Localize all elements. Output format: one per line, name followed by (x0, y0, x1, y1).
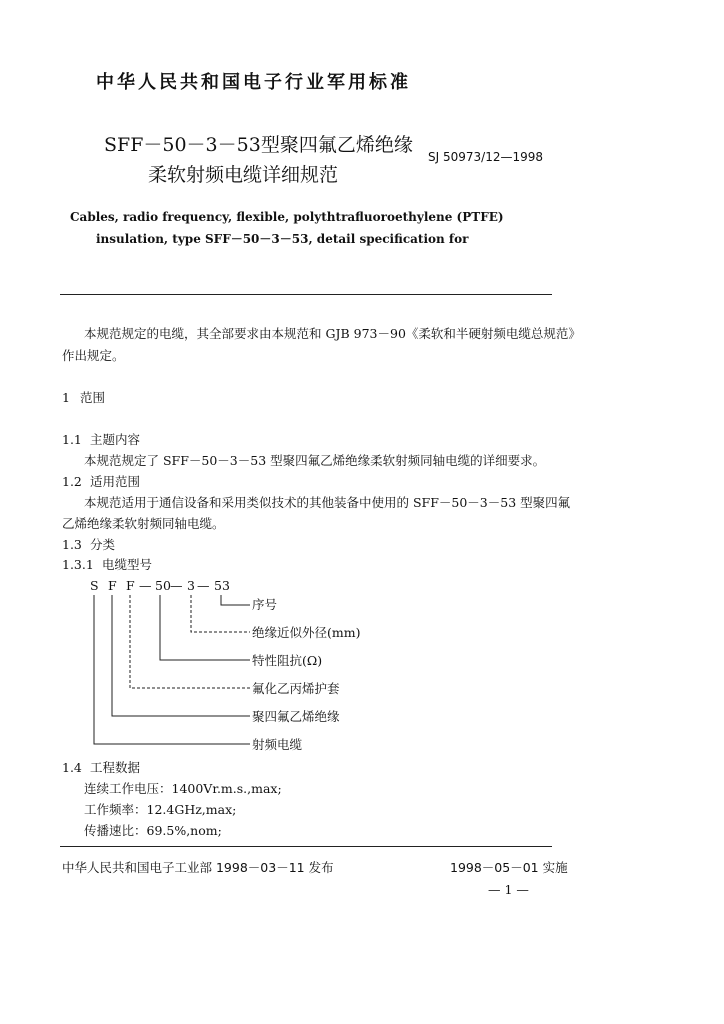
section-1-3-number: 1.3 (62, 537, 82, 552)
footer-divider (60, 846, 552, 847)
engineering-data-frequency: 工作频率：12.4GHz,max; (84, 802, 237, 817)
model-label-insulation: 聚四氟乙烯绝缘 (252, 709, 340, 724)
section-1-title: 范围 (80, 390, 106, 405)
model-char-3: 3 (187, 578, 195, 593)
document-title-line2: 柔软射频电缆详细规范 (148, 164, 339, 186)
model-char-53: 53 (214, 578, 230, 593)
issued-date: 中华人民共和国电子工业部 1998－03－11 发布 (62, 860, 334, 875)
section-1-2-text-line1: 本规范适用于通信设备和采用类似技术的其他装备中使用的 SFF－50－3－53 型聚四氟 (84, 495, 571, 510)
section-1-1-title: 主题内容 (90, 432, 141, 447)
standard-number: SJ 50973/12—1998 (428, 150, 543, 164)
org-standard-title: 中华人民共和国电子行业军用标准 (96, 72, 411, 93)
model-char-50: 50 (155, 578, 171, 593)
intro-line1: 本规范规定的电缆，其全部要求由本规范和 GJB 973－90《柔软和半硬射频电缆总规范》 (84, 326, 581, 341)
model-char-dash2: — (170, 578, 183, 593)
model-label-rf-cable: 射频电缆 (252, 737, 303, 752)
section-1-3-1-title: 电缆型号 (102, 557, 153, 572)
english-title-line2: insulation, type SFF－50－3－53, detail specification for (96, 232, 469, 246)
section-1-1-text: 本规范规定了 SFF－50－3－53 型聚四氟乙烯绝缘柔软射频同轴电缆的详细要求。 (84, 453, 546, 468)
section-1-4-number: 1.4 (62, 760, 82, 775)
section-1-3-title: 分类 (90, 537, 116, 552)
model-char-f2: F (126, 578, 135, 593)
effective-date: 1998－05－01 实施 (450, 860, 568, 875)
model-char-s: S (90, 578, 99, 593)
model-label-impedance: 特性阻抗(Ω) (252, 653, 323, 668)
engineering-data-velocity: 传播速比：69.5%,nom; (84, 823, 222, 838)
english-title-line1: Cables, radio frequency, flexible, polythtrafluoroethylene (PTFE) (70, 210, 504, 224)
page-number: — 1 — (488, 882, 529, 897)
model-char-f1: F (108, 578, 117, 593)
intro-line2: 作出规定。 (62, 348, 125, 363)
document-title-line1: SFF－50－3－53型聚四氟乙烯绝缘 (104, 134, 413, 156)
model-char-dash3: — (197, 578, 210, 593)
model-label-serial: 序号 (252, 597, 278, 612)
engineering-data-voltage: 连续工作电压：1400Vr.m.s.,max; (84, 781, 282, 796)
section-1-number: 1 (62, 390, 70, 405)
model-char-dash1: — (139, 578, 152, 593)
model-label-diameter: 绝缘近似外径(mm) (252, 625, 361, 640)
section-1-4-title: 工程数据 (90, 760, 141, 775)
section-1-1-number: 1.1 (62, 432, 82, 447)
section-1-3-1-number: 1.3.1 (62, 557, 94, 572)
section-1-2-title: 适用范围 (90, 474, 141, 489)
model-label-jacket: 氟化乙丙烯护套 (252, 681, 340, 696)
section-1-2-number: 1.2 (62, 474, 82, 489)
section-1-2-text-line2: 乙烯绝缘柔软射频同轴电缆。 (62, 516, 225, 531)
